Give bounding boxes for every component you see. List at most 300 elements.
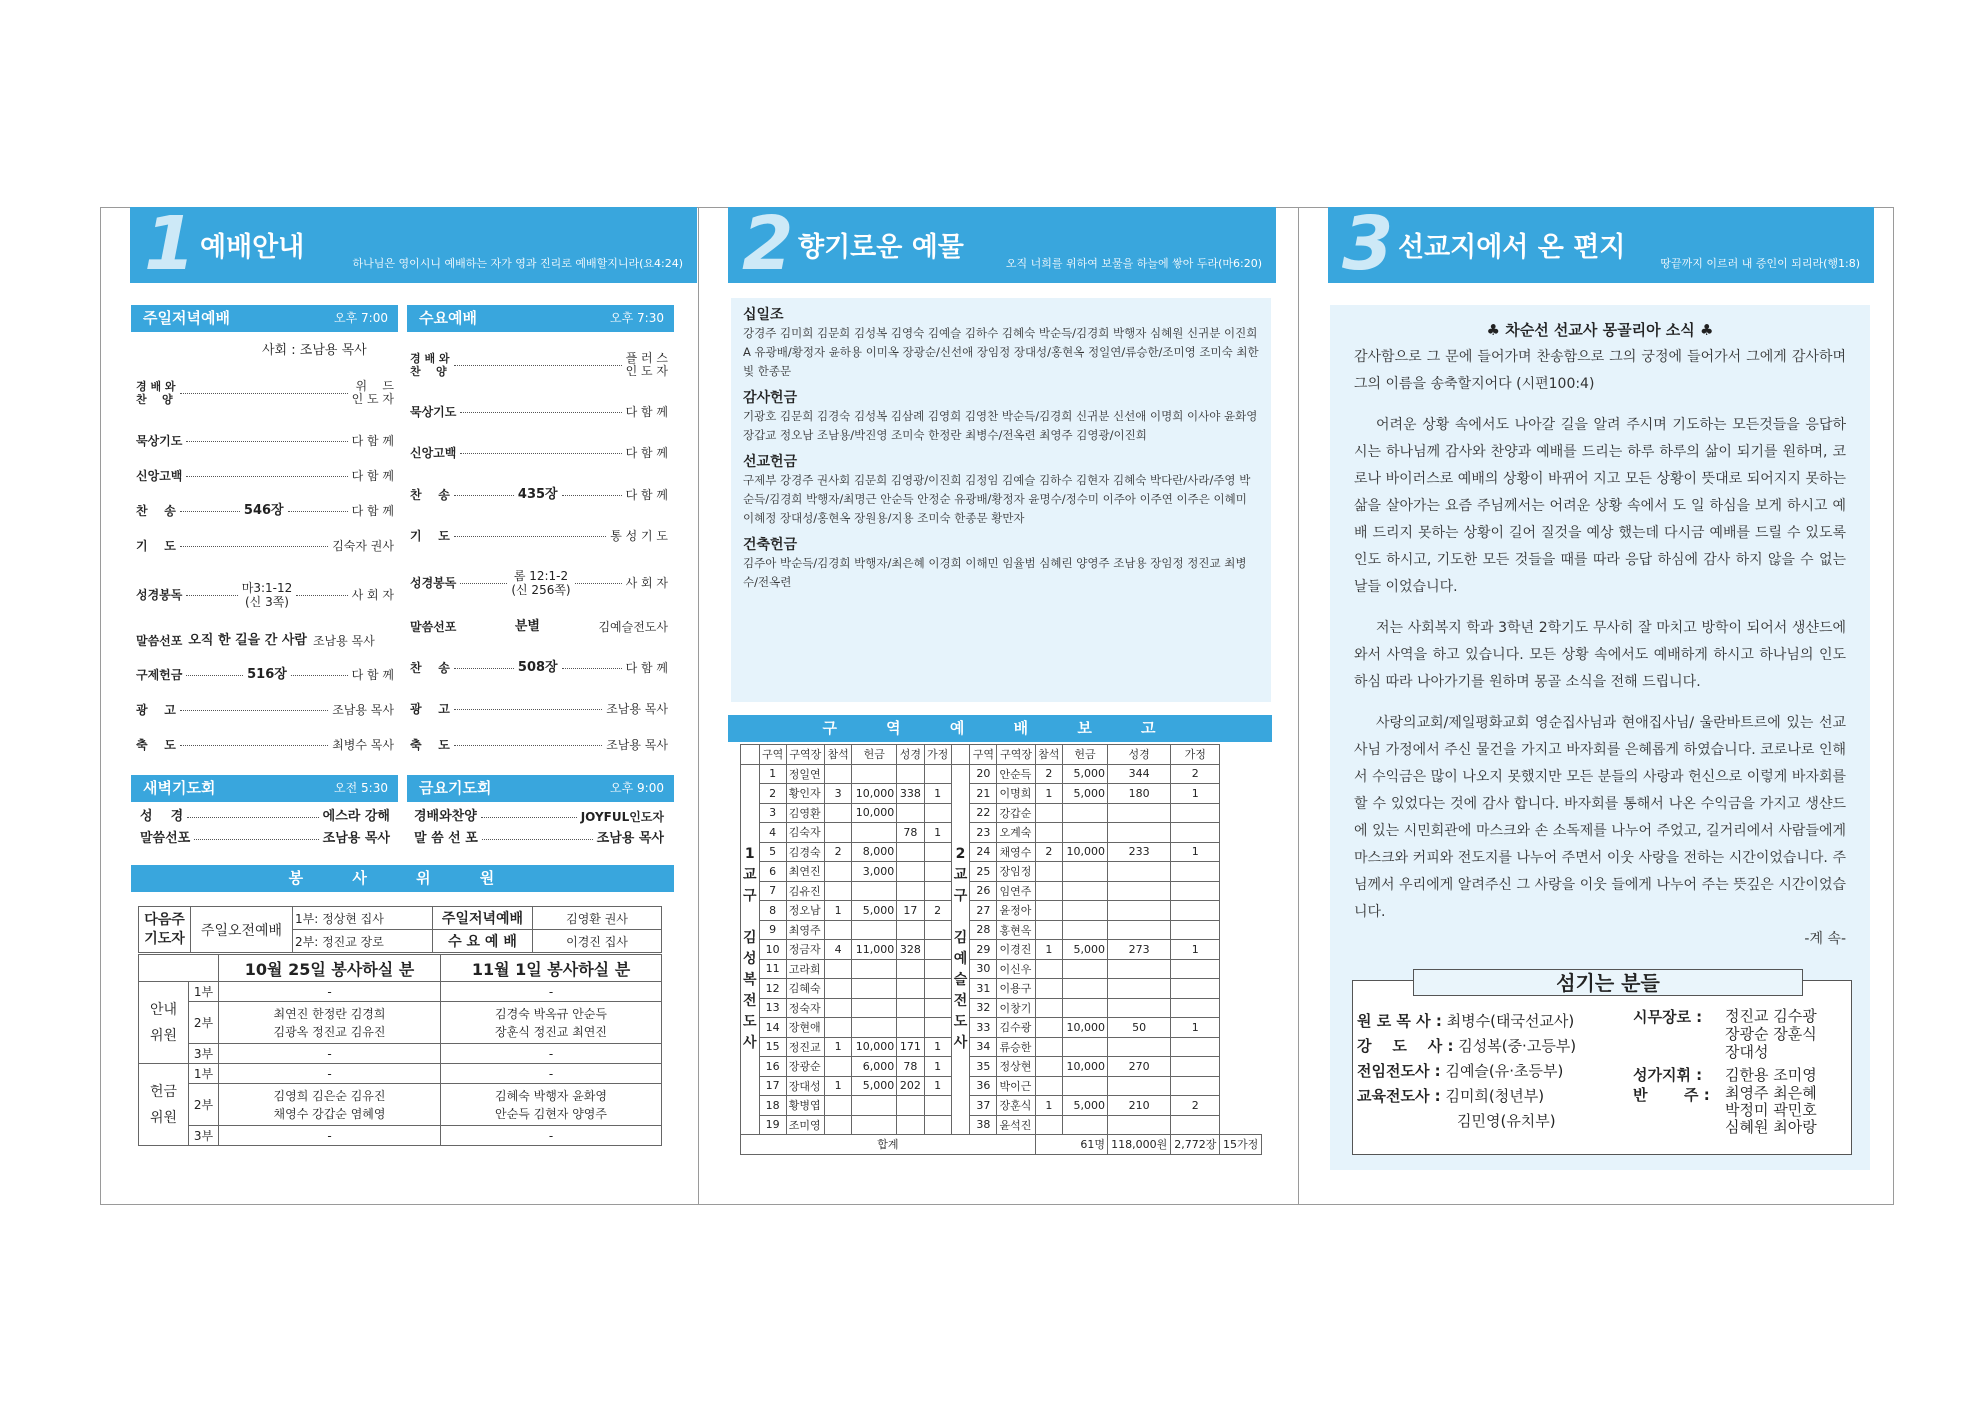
district-cell [1035,1057,1062,1077]
district-cell [924,1115,951,1135]
district-cell [924,940,951,960]
district-cell [924,1096,951,1116]
district-cell: 35 [970,1057,997,1077]
district-cell [1171,1115,1220,1135]
district-cell [1035,979,1062,999]
order-item: 경배와찬양 [414,809,477,824]
district-cell: 171 [897,1037,924,1057]
district-cell: 5,000 [1062,940,1107,960]
district-cell: 9 [759,920,786,940]
district-cell: 32 [970,998,997,1018]
district-cell [897,959,924,979]
staff-name: 정진교 김수광 장광순 장훈식 장대성 [1725,1007,1817,1061]
empty-cell: - [219,1044,441,1064]
total-offering: 118,000원 [1108,1135,1171,1155]
empty-cell: - [441,982,662,1002]
district-cell: 17 [759,1076,786,1096]
prayer-evening: 김영환 권사 [533,907,662,930]
order-leader: 김예슬전도사 [598,620,668,634]
order-leader: 조남용 목사 [606,738,668,752]
leader-dots [180,745,328,746]
empty-cell: - [219,982,441,1002]
order-leader: 조남용 목사 [332,703,394,717]
district-cell [852,1018,897,1038]
staff-name: 최영주 최은혜 박정미 곽민호 심혜원 최아랑 [1725,1084,1817,1136]
scripture-ref: 롬 12:1-2 (신 256쪽) [511,569,571,597]
guide-committee-label: 안내 위원 [139,982,189,1064]
offering-committee-label: 헌금 위원 [139,1064,189,1146]
district-cell: 2 [1171,1096,1220,1116]
column-header [741,745,760,765]
district-cell: 14 [759,1018,786,1038]
host-label: 사회 : 조남용 목사 [262,343,367,358]
leader-dots [180,511,240,512]
district-cell: 김숙자 [786,823,824,843]
district-cell: 장훈식 [997,1096,1035,1116]
district-cell: 23 [970,823,997,843]
district-cell: 1 [1171,940,1220,960]
district-cell: 정금자 [786,940,824,960]
district-cell: 고라희 [786,959,824,979]
column-header: 성경 [897,745,924,765]
district-cell [924,979,951,999]
district-cell [1062,1115,1107,1135]
district-cell [1035,1076,1062,1096]
total-homes: 15가정 [1220,1135,1262,1155]
staff-role: 강 도 사 : [1357,1037,1454,1055]
date-heading-2: 11월 1일 봉사하실 분 [441,955,662,982]
district-cell: 5,000 [1062,764,1107,784]
leader-dots [575,583,622,584]
panel-title: 향기로운 예물 [798,232,964,263]
offering-type: 감사헌금 [743,390,798,406]
district-cell [897,998,924,1018]
leader-dots [180,393,348,394]
district-cell [1108,959,1171,979]
column-header: 구역장 [786,745,824,765]
district-cell [824,764,851,784]
panel-header [130,201,697,287]
district-cell: 이명희 [997,784,1035,804]
district-cell: 3 [759,803,786,823]
district-cell: 180 [1108,784,1171,804]
district-cell [1062,823,1107,843]
district-cell: 3 [824,784,851,804]
prayer-2: 2부: 정진교 장로 [293,930,433,953]
empty-cell: - [219,1126,441,1146]
district-cell: 1 [1035,784,1062,804]
leader-dots [186,441,347,442]
district-cell [852,979,897,999]
district-cell: 6,000 [852,1057,897,1077]
dawn-prayer-heading [131,775,398,802]
district-cell: 홍현옥 [997,920,1035,940]
district-cell: 2 [1171,764,1220,784]
district-cell: 정숙자 [786,998,824,1018]
leader-dots [194,839,318,840]
staff-name: 최병수(태국선교사) [1446,1012,1575,1030]
staff-role: 시무장로 : [1633,1008,1703,1026]
district-cell: 270 [1108,1057,1171,1077]
district-cell [1062,862,1107,882]
district-cell: 2 [824,842,851,862]
district-cell [824,862,851,882]
sunday-evening-heading [131,305,398,332]
service-time: 오후 7:00 [334,311,388,325]
service-time: 오후 9:00 [610,781,664,795]
district-cell: 장광순 [786,1057,824,1077]
district-cell: 1 [1171,784,1220,804]
panel-verse: 오직 너희를 위하여 보물을 하늘에 쌓아 두라(마6:20) [1005,257,1262,270]
district-cell [852,764,897,784]
wednesday-service-label: 수 요 예 배 [433,930,533,953]
hymn-number: 435장 [517,487,558,502]
district-cell: 정상현 [997,1057,1035,1077]
prayer-wednesday: 이경진 집사 [533,930,662,953]
district-cell [1035,862,1062,882]
district-cell: 1 [924,784,951,804]
district-cell: 최영주 [786,920,824,940]
wednesday-heading [407,305,674,332]
district-cell: 25 [970,862,997,882]
district-cell [1108,1076,1171,1096]
district-cell [824,1057,851,1077]
order-item: 축 도 [136,738,176,752]
order-leader: 김숙자 권사 [332,539,394,553]
district-cell: 김유진 [786,881,824,901]
total-attendance: 61명 [1035,1135,1107,1155]
district-cell: 27 [970,901,997,921]
district-cell [1108,901,1171,921]
panel-header [1328,201,1874,287]
order-item: 광 고 [410,702,450,716]
district-cell [824,823,851,843]
district-cell: 2 [1035,764,1062,784]
district-cell: 강갑순 [997,803,1035,823]
district-cell [1035,1115,1062,1135]
district-cell [1171,881,1220,901]
district-cell [852,920,897,940]
district-cell [1035,959,1062,979]
letter-paragraph: 저는 사회복지 학과 3학년 2학기도 무사히 잘 마치고 방학이 되어서 생샨드에 와서 사역을 하고 있습니다. 모든 상황 속에서도 예배하게 하시고 하나님의 인도 하심 따라 나아가기를 원하며 몽골 소식을 전해 드립니다. [1354,620,1846,690]
district-report-table [740,744,1262,1155]
leader-dots [180,546,328,547]
district-cell: 10,000 [852,803,897,823]
part-label: 2부 [189,1002,219,1044]
district-cell: 황병엽 [786,1096,824,1116]
district-cell [1171,901,1220,921]
district-cell [824,998,851,1018]
order-leader: 다 함 께 [625,446,668,460]
evening-service-label: 주일저녁예배 [433,907,533,930]
district-cell [1035,803,1062,823]
district-cell: 이경진 [997,940,1035,960]
district-cell: 8,000 [852,842,897,862]
district-cell: 이용구 [997,979,1035,999]
district-cell: 황인자 [786,784,824,804]
district-cell: 15 [759,1037,786,1057]
order-leader: 다 함 께 [351,504,395,518]
district-cell [897,842,924,862]
staff-title: 섬기는 분들 [1413,969,1803,996]
district-cell [924,959,951,979]
order-leader: 다 함 께 [351,434,394,448]
district-report-heading: 구 역 예 배 보 고 [728,715,1272,742]
order-item: 찬 송 [410,661,450,675]
district-cell [1062,998,1107,1018]
staff-name: 김성복(중·고등부) [1458,1037,1577,1055]
district-cell: 최연진 [786,862,824,882]
district-cell [1062,959,1107,979]
district-cell: 임연주 [997,881,1035,901]
district-cell [852,998,897,1018]
order-leader: 다 함 께 [625,661,669,675]
district-cell [924,803,951,823]
district-cell: 김혜숙 [786,979,824,999]
leader-dots [454,668,514,669]
district-cell [1108,998,1171,1018]
order-item: 신앙고백 [136,469,183,483]
letter-continued: -계 속- [1804,931,1846,947]
column-header: 가정 [924,745,951,765]
order-leader: 다 함 께 [625,488,669,502]
district-cell [852,1115,897,1135]
district-cell [1062,803,1107,823]
district-cell: 20 [970,764,997,784]
district-cell: 정오남 [786,901,824,921]
order-leader: 사 회 자 [351,588,395,602]
district-cell: 202 [897,1076,924,1096]
staff-role: 반 주 : [1633,1086,1710,1104]
district-cell: 50 [1108,1018,1171,1038]
district-cell [1035,901,1062,921]
district-cell: 210 [1108,1096,1171,1116]
district-cell: 5,000 [852,1076,897,1096]
offering-names: 기광호 김문희 김경숙 김성복 김삼례 김영희 김영찬 박순득/김경희 신귀분 신선애 이명희 이사야 윤화영 장갑교 정오남 조남용/박진영 조미숙 한정란 최병수/전옥련 최영주 김영광/이진희 [743,409,1258,442]
district-cell: 정진교 [786,1037,824,1057]
empty-cell: - [441,1044,662,1064]
district-cell: 18 [759,1096,786,1116]
district-cell [1062,881,1107,901]
hymn-number: 508장 [517,660,558,675]
offering-type: 선교헌금 [743,454,798,470]
district-cell [1108,823,1171,843]
leader-dots [186,476,347,477]
district-cell: 273 [1108,940,1171,960]
staff-role: 성가지휘 : [1633,1066,1703,1084]
order-item: 신앙고백 [410,446,457,460]
district-cell: 1 [824,901,851,921]
leader-dots [460,583,507,584]
order-item: 성경봉독 [410,576,457,590]
district-cell [924,842,951,862]
leader-dots [186,675,243,676]
district-cell: 4 [759,823,786,843]
district-cell: 38 [970,1115,997,1135]
district-cell: 장현애 [786,1018,824,1038]
staff-name: 김한용 조미영 [1725,1066,1817,1084]
order-leader: 조남용 목사 [312,634,375,648]
district-cell [1108,803,1171,823]
district-cell [1035,881,1062,901]
district-cell: 박이근 [997,1076,1035,1096]
panel-number: 2 [742,201,794,287]
volunteer-schedule-table [138,954,662,1146]
section-title: 금요기도회 [419,779,492,797]
leader-dots [296,595,347,596]
district-cell [1062,920,1107,940]
district-cell: 1 [759,764,786,784]
letter-paragraph: 감사함으로 그 문에 들어가며 찬송함으로 그의 궁정에 들어가서 그에게 감사하며 그의 이름을 송축할지어다 (시편100:4) [1354,349,1846,392]
column-header: 헌금 [1062,745,1107,765]
date-heading-1: 10월 25일 봉사하실 분 [219,955,441,982]
offering-list [731,298,1271,702]
district-cell: 10 [759,940,786,960]
empty-cell: - [441,1126,662,1146]
order-item: 광 고 [136,703,176,717]
district-cell [897,803,924,823]
district-cell: 조미영 [786,1115,824,1135]
district-cell [1035,920,1062,940]
column-header: 구역 [970,745,997,765]
district-cell: 1 [1035,940,1062,960]
staff-role: 전임전도사 : [1357,1062,1441,1080]
district-cell: 36 [970,1076,997,1096]
district-cell: 김영환 [786,803,824,823]
leader-dots [482,839,593,840]
district-cell: 24 [970,842,997,862]
order-item: 말씀선포 [140,831,191,846]
district-cell: 22 [970,803,997,823]
order-item: 구제헌금 [136,668,183,682]
order-item: 말씀선포 [136,634,183,648]
district-cell: 윤석진 [997,1115,1035,1135]
section-title: 주일저녁예배 [143,309,230,327]
order-leader: 플 러 스 인 도 자 [625,351,668,378]
staff-name: 김미희(청년부) [1445,1087,1545,1105]
service-committee-table [138,906,662,953]
district-cell [1108,881,1171,901]
offering-names: 강경주 김미희 김문희 김성복 김영숙 김예슬 김하수 김혜숙 박순득/김경희 박행자 심혜원 신귀분 이진희A 유광배/황정자 윤하용 이미옥 장광순/신선애 장임정 장대성/홍현옥 정일연/류승한/조미영 조미숙 최한빛 한종문 [743,326,1259,378]
order-leader: 조남용 목사 [322,831,390,846]
district-cell [824,979,851,999]
district-group-label: 1 교 구 김 성 복 전 도 사 [741,764,760,1135]
section-title: 새벽기도회 [143,779,216,797]
district-cell: 233 [1108,842,1171,862]
leader-dots [454,365,622,366]
district-cell: 안순득 [997,764,1035,784]
district-cell [1171,803,1220,823]
next-week-prayer-label: 다음주 기도자 [139,907,191,953]
district-cell [1035,1018,1062,1038]
leader-dots [187,817,318,818]
district-cell: 12 [759,979,786,999]
district-cell: 21 [970,784,997,804]
district-cell: 1 [924,1037,951,1057]
district-cell: 1 [1035,1096,1062,1116]
order-leader: 조남용 목사 [596,831,664,846]
prayer-1: 1부: 정상현 집사 [293,907,433,930]
district-cell [824,920,851,940]
leader-dots [562,668,622,669]
district-cell [924,998,951,1018]
offering-group [743,387,1259,445]
district-cell [824,1115,851,1135]
district-cell [1171,1057,1220,1077]
district-cell [897,764,924,784]
district-cell [897,979,924,999]
district-cell: 26 [970,881,997,901]
district-cell [1108,1037,1171,1057]
district-cell [1171,1037,1220,1057]
offering-names: 김혜숙 박행자 윤화영 안순득 김현자 양영주 [441,1084,662,1126]
district-cell [1062,1037,1107,1057]
district-cell: 28 [970,920,997,940]
district-cell: 10,000 [1062,1057,1107,1077]
district-cell [824,803,851,823]
district-cell: 1 [1171,1018,1220,1038]
panel-verse: 땅끝까지 이르러 내 증인이 되리라(행1:8) [1660,257,1860,270]
district-cell: 이창기 [997,998,1035,1018]
district-cell [1171,920,1220,940]
district-cell [852,881,897,901]
empty-cell: - [441,1064,662,1084]
leader-dots [481,817,577,818]
district-cell: 1 [1171,842,1220,862]
district-cell [1108,979,1171,999]
panel-verse: 하나님은 영이시니 예배하는 자가 영과 진리로 예배할지니라(요4:24) [352,257,683,270]
total-label: 합계 [741,1135,1036,1155]
sermon-title: 분별 [514,619,540,634]
letter-paragraph: 사랑의교회/제일평화교회 영순집사님과 현애집사님/ 울란바트르에 있는 선교사님 가정에서 주신 물건을 가지고 바자회를 은혜롭게 하였습니다. 코로나로 인해서 수익금은 많이 나오지 못했지만 모든 분들의 사랑과 헌신으로 이렇게 바자회를 할 수 있었다는 것에 감사 합니다. 바자회를 통해서 나온 수익금을 가지고 생샨드에 있는 시민회관에 마스크와 손 소독제를 나누어 주었고, 길거리에서 사람들에게 마스크와 커피와 전도지를 나누어 주면서 이웃 사랑을 전하는 시간이었습니다. 주님께서 우리에게 알려주신 그 사랑을 이웃 들에게 나누어 주는 뜻깊은 시간이었습니다. [1354,715,1846,920]
district-cell: 1 [924,823,951,843]
leader-dots [454,745,602,746]
district-cell: 1 [924,1057,951,1077]
order-item: 기 도 [136,539,176,553]
district-cell: 11,000 [852,940,897,960]
district-cell: 10,000 [1062,842,1107,862]
district-cell: 김수광 [997,1018,1035,1038]
district-cell [824,1096,851,1116]
district-cell [1035,998,1062,1018]
leader-dots [460,453,621,454]
service-time: 오후 7:30 [610,311,664,325]
district-cell [1062,1076,1107,1096]
district-cell [852,823,897,843]
offering-names: 구제부 강경주 권사회 김문희 김영광/이진희 김정임 김예슬 김하수 김현자 김혜숙 박다란/사라/주영 박순득/김경희 박행자/최명근 안순득 안정순 유광배/황정자 윤명수/정수미 이주아 이주연 이주은 이혜미 이혜정 장대성/홍현옥 장원용/지용 조미숙 한종문 황만자 [743,473,1251,525]
district-cell [897,920,924,940]
district-cell [824,1018,851,1038]
panel-number: 1 [144,201,196,287]
district-cell [897,1018,924,1038]
order-item: 성 경 [140,809,184,824]
district-cell: 30 [970,959,997,979]
offering-group [743,304,1259,381]
district-cell: 16 [759,1057,786,1077]
district-cell: 오계숙 [997,823,1035,843]
district-cell: 6 [759,862,786,882]
part-label: 3부 [189,1044,219,1064]
district-cell: 338 [897,784,924,804]
order-item: 말씀선포 [410,620,457,634]
district-cell: 31 [970,979,997,999]
district-cell: 5,000 [1062,1096,1107,1116]
district-cell: 2 [1035,842,1062,862]
panel-number: 3 [1342,201,1394,287]
district-cell: 류승한 [997,1037,1035,1057]
district-cell: 정일연 [786,764,824,784]
district-cell: 328 [897,940,924,960]
